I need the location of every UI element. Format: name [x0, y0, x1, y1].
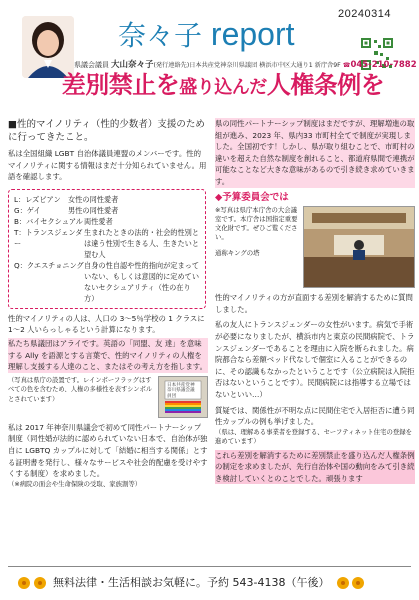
right-paragraph-2: 性的マイノリティの方が直面する差別を解消するために質問しました。 [215, 293, 413, 314]
glossary-term: B：バイセクシュアル [14, 216, 83, 226]
photo-label: 通称キングの塔 [215, 249, 260, 258]
newsletter-title [118, 16, 295, 54]
author-info [74, 58, 417, 70]
footer-text: 無料法律・生活相談お気軽に。予約 543-4138（午後） [53, 576, 330, 589]
right-note: （県は、理解ある事業者を登録する、セーフティネット住宅の登録を進めています） [215, 427, 413, 445]
glossary-item [14, 227, 200, 260]
photo-sign: 日本共産党神奈川県議会議員団 [167, 382, 195, 399]
main-headline [38, 72, 408, 101]
flower-icon [352, 577, 364, 589]
left-paragraph-4: 私は 2017 年神奈川県議会で初めて同性パートナーシップ制度（同性婚が法的に認められていない日本で、自治体が独自に LGBTQ カップルに対して「結婚に相当する関係」とする証明書を発行し、様々なサービスや社会的配慮を受けやすくする制度）を求めました。 [8, 422, 208, 479]
glossary-definition: 女性の同性愛者 [68, 194, 119, 204]
right-paragraph-4: 質疑では、関係性が不明な点に民間住宅で入居拒否に遭う同性カップルの例も挙げました。 [215, 405, 415, 427]
glossary-definition: 男性の同性愛者 [68, 205, 119, 215]
glossary-definition: 両性愛者 [84, 216, 113, 226]
glossary-item [14, 205, 200, 216]
footer [18, 574, 408, 590]
author-name: 大山奈々子 [110, 60, 154, 70]
left-paragraph-3: 私たち県議団はアライです。英語の「同盟、友 達」を意味する Ally を語源とする言葉で、性的マイノリティの人権を理解し支援する人達のこと、またはその考え方を指します。 [8, 338, 207, 372]
footer-divider [8, 566, 411, 567]
right-paragraph-1: 県の同性パートナーシップ制度はまだですが、理解増進の取組が進み、2023 年、県内33 市町村全てで制度が実現しました。全国初です！しかし、県が取り組むことで、市町村の違いを超えた自然な制度を創れること、都道府県間で連携が可能なことなど大きな意味があるので引き続き求めていきます。 [215, 119, 415, 186]
report-date: 20240314 [338, 8, 391, 20]
rainbow-flag-photo [158, 376, 208, 418]
title-kana: 奈々子 [118, 19, 203, 52]
left-paragraph-2: 性的マイノリティの人は、人口の 3～5％学校の 1 クラスに 1～2 人いらっしゃるという計算になります。 [8, 313, 205, 335]
flower-icon [18, 577, 30, 589]
author-role: 県議会議員 [74, 61, 109, 69]
glossary-item [14, 260, 200, 304]
flower-icon [337, 577, 349, 589]
glossary-term: G：ゲイ [14, 205, 41, 215]
title-latin: report [210, 16, 295, 52]
left-column [8, 118, 208, 489]
left-paragraph-1: 私は全国組織 LGBT 自治体議員連盟のメンバーです。性的マイノリティに関する情報はまだ十分知られていません。用語を確認します。 [8, 149, 207, 182]
phone-icon: ☎ [342, 62, 351, 69]
glossary-term: L：レズビアン [14, 194, 61, 204]
rainbow-flag-caption: （写真は県庁の設置です。レインボーフラッグはすべての色を含むため、人権の多様性を表すシンボルとされています） [8, 376, 153, 403]
right-paragraph-3: 私の友人にトランスジェンダーの女性がいます。病気で手術が必要になりましたが、横浜市内と東京の民間病院で、トランスジェンダーであることを理由に入院を断られました。病院都合なら差額ベッド代なしで個室に入ることができるのに、その認識もなかったということです（公立病院は入院拒否はないということです）。民間病院には指導する立場ではないといい…） [215, 320, 415, 399]
author-phone: 045-210-7882 [350, 60, 417, 70]
headline-part-2: 盛り込んだ [179, 77, 267, 98]
author-address: 横浜市中区大通り1 新庁舎9F [259, 62, 341, 69]
left-lead: ■性的マイノリティ（性的少数者）支援のために行ってきたこと。 [8, 119, 205, 143]
author-portrait [22, 16, 74, 78]
glossary-definition: 自身の性自認や性的指向が定まっていない、もしくは意図的に定めていないセクシュアリティ（性の在り方） [84, 260, 200, 303]
assembly-hall-photo [303, 206, 415, 288]
headline-part-3: 人権条例を [266, 71, 385, 99]
flower-icon [34, 577, 46, 589]
left-note: （※病院の面会や生命保険の受取、家族割等） [8, 479, 142, 488]
section-title-budget: ◆予算委員会では [215, 191, 289, 203]
author-affiliation: (発行連絡先)日本共産党神奈川県議団 [153, 62, 258, 69]
right-column [215, 118, 415, 484]
glossary-box [8, 189, 206, 309]
glossary-item [14, 216, 200, 227]
glossary-term: T：トランスジェンダー [14, 227, 83, 248]
glossary-term: Q：クエスチョニング [14, 260, 84, 270]
glossary-item [14, 194, 200, 205]
headline-part-1: 差別禁止を [61, 71, 180, 99]
photo-caption: ※写真は県庁本庁舎の大会議室です。本庁舎は国指定重要文化財です。ぜひご覧ください。 [215, 206, 298, 242]
glossary-definition: 生まれたときの法的・社会的性別とは違う性別で生きる人、生きたいと望む人 [84, 227, 200, 259]
right-paragraph-5: これら差別を解消するために差別禁止を盛り込んだ人権条例の制定を求めましたが、先行自治体や国の動向をみて引き続き検討していくとのことでした。頑張ります [215, 450, 415, 483]
